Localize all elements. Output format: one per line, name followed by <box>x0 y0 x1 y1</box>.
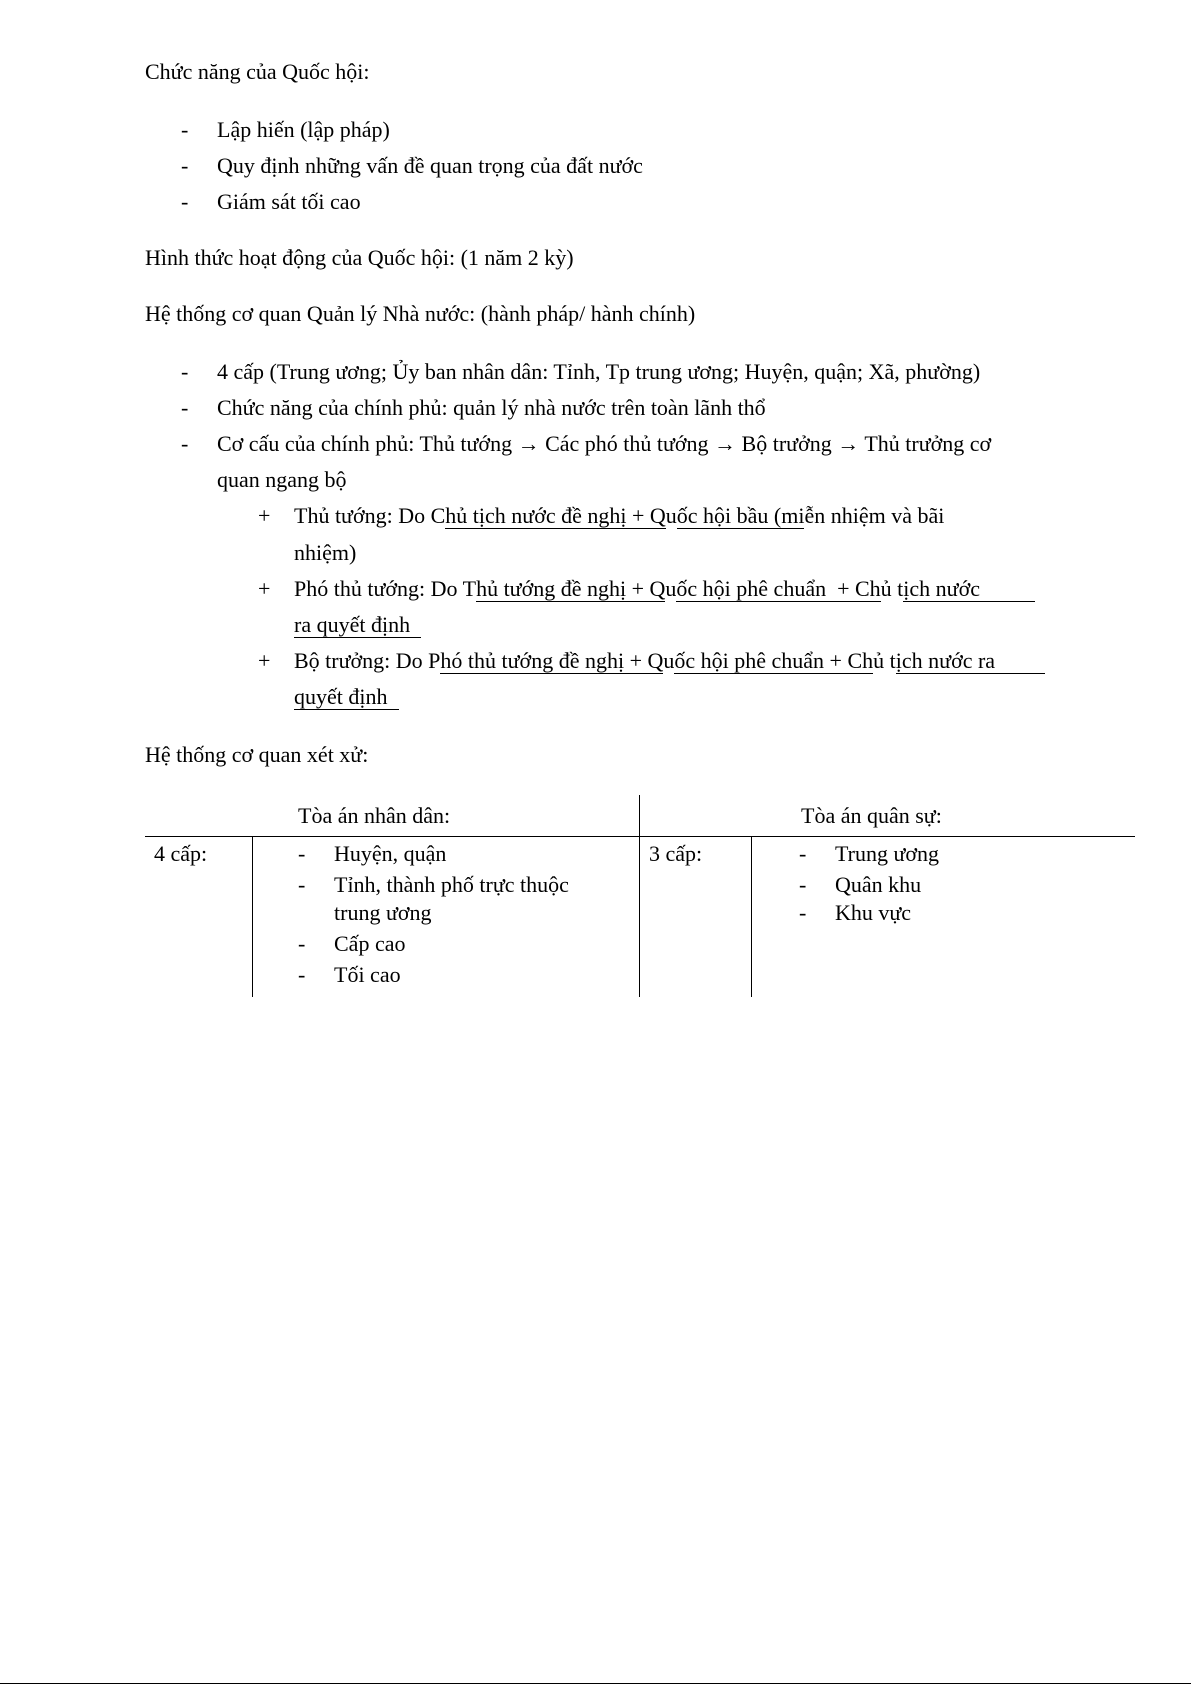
text-run: u <box>663 648 675 673</box>
text-run: ủ t <box>880 576 904 601</box>
underlined-run: ốc hội bầu (mi <box>676 503 805 528</box>
list-item-text: Huyện, quận <box>334 841 447 866</box>
underlined-run: ịch nước <box>903 576 1035 601</box>
column-divider <box>751 836 752 997</box>
quoc-hoi-function-heading: Chức năng của Quốc hội: <box>145 59 370 84</box>
list-item-text: Quân khu <box>835 872 922 897</box>
state-management-heading: Hệ thống cơ quan Quản lý Nhà nước: (hành pháp/ hành chính) <box>145 301 696 326</box>
bullet-dash: - <box>181 395 189 420</box>
bullet-plus: + <box>258 648 271 673</box>
bullet-dash: - <box>298 872 306 897</box>
text-run: u <box>665 576 677 601</box>
government-structure-item-cont: quan ngang bộ <box>217 467 347 492</box>
underlined-run: ịch nước ra <box>895 648 1045 673</box>
list-item <box>298 959 569 990</box>
text-run: ủ t <box>873 648 896 673</box>
column-divider <box>252 836 253 997</box>
text-run: Bộ trưởng: Do P <box>294 648 441 673</box>
list-item-text: Khu vực <box>835 900 912 925</box>
list-item-text: Cấp cao <box>334 931 406 956</box>
minister-item-cont <box>294 679 399 715</box>
bullet-dash: - <box>799 900 807 925</box>
bullet-dash: - <box>181 189 189 214</box>
list-item-text: trung ương <box>334 900 432 925</box>
bullet-dash: - <box>181 359 189 384</box>
peoples-court-levels: 4 cấp: <box>154 841 208 866</box>
minister-item <box>294 643 1045 679</box>
list-item <box>298 838 569 869</box>
text-run: Thủ tướng: Do C <box>294 503 446 528</box>
list-item-text: Trung ương <box>835 841 940 866</box>
underlined-run: ốc hội phê chuẩn + Ch <box>676 576 881 601</box>
list-item <box>799 869 939 900</box>
quoc-hoi-function-item: Lập hiến (lập pháp) <box>217 117 390 142</box>
prime-minister-item-cont: nhiệm) <box>294 540 357 565</box>
underlined-run: hủ tướng đề nghị + Q <box>476 576 666 601</box>
underlined-run: ra quyết định <box>294 612 422 637</box>
bullet-dash: - <box>181 153 189 178</box>
list-item <box>799 897 939 928</box>
bullet-dash: - <box>799 841 807 866</box>
list-item <box>298 869 569 900</box>
underlined-run: quyết định <box>294 684 399 709</box>
deputy-pm-item-cont <box>294 607 421 643</box>
quoc-hoi-function-item: Quy định những vấn đề quan trọng của đất nước <box>217 153 643 178</box>
bullet-dash: - <box>298 841 306 866</box>
prime-minister-item <box>294 498 944 534</box>
bullet-dash: - <box>298 962 306 987</box>
bullet-dash: - <box>181 431 189 456</box>
bullet-dash: - <box>181 117 189 142</box>
quoc-hoi-function-item: Giám sát tối cao <box>217 189 361 214</box>
government-structure-item: Cơ cấu của chính phủ: Thủ tướng → Các phó thủ tướng → Bộ trưởng → Thủ trưởng cơ <box>217 431 992 456</box>
list-item <box>799 838 939 869</box>
judicial-system-heading: Hệ thống cơ quan xét xử: <box>145 742 369 767</box>
military-court-level-list <box>799 838 939 928</box>
text-run: ễn nhiệm và bãi <box>804 503 945 528</box>
column-divider <box>639 795 640 997</box>
list-item <box>298 928 569 959</box>
deputy-pm-item <box>294 571 1035 607</box>
text-run: u <box>665 503 677 528</box>
bullet-dash: - <box>298 931 306 956</box>
list-item-text: Tỉnh, thành phố trực thuộc <box>334 872 569 897</box>
list-item-text: Tối cao <box>334 962 401 987</box>
bullet-dash: - <box>799 872 807 897</box>
text-run: Phó thủ tướng: Do T <box>294 576 477 601</box>
list-item-cont <box>298 897 569 928</box>
underlined-run: hó thủ tướng đề nghị + Q <box>440 648 664 673</box>
underlined-run: hủ tịch nước đề nghị + Q <box>445 503 666 528</box>
peoples-court-level-list <box>298 838 569 990</box>
bullet-plus: + <box>258 576 271 601</box>
page-bottom-rule <box>0 1683 1191 1684</box>
peoples-court-header: Tòa án nhân dân: <box>298 803 451 828</box>
bullet-plus: + <box>258 503 271 528</box>
header-rule <box>145 836 1135 837</box>
military-court-levels: 3 cấp: <box>649 841 703 866</box>
government-function-item: Chức năng của chính phủ: quản lý nhà nước trên toàn lãnh thổ <box>217 395 766 420</box>
quoc-hoi-activity-form: Hình thức hoạt động của Quốc hội: (1 năm 2 kỳ) <box>145 245 574 270</box>
court-table <box>145 795 1135 997</box>
underlined-run: ốc hội phê chuẩn + Ch <box>674 648 874 673</box>
military-court-header: Tòa án quân sự: <box>801 803 942 828</box>
management-levels-item: 4 cấp (Trung ương; Ủy ban nhân dân: Tỉnh, Tp trung ương; Huyện, quận; Xã, phường) <box>217 359 981 384</box>
